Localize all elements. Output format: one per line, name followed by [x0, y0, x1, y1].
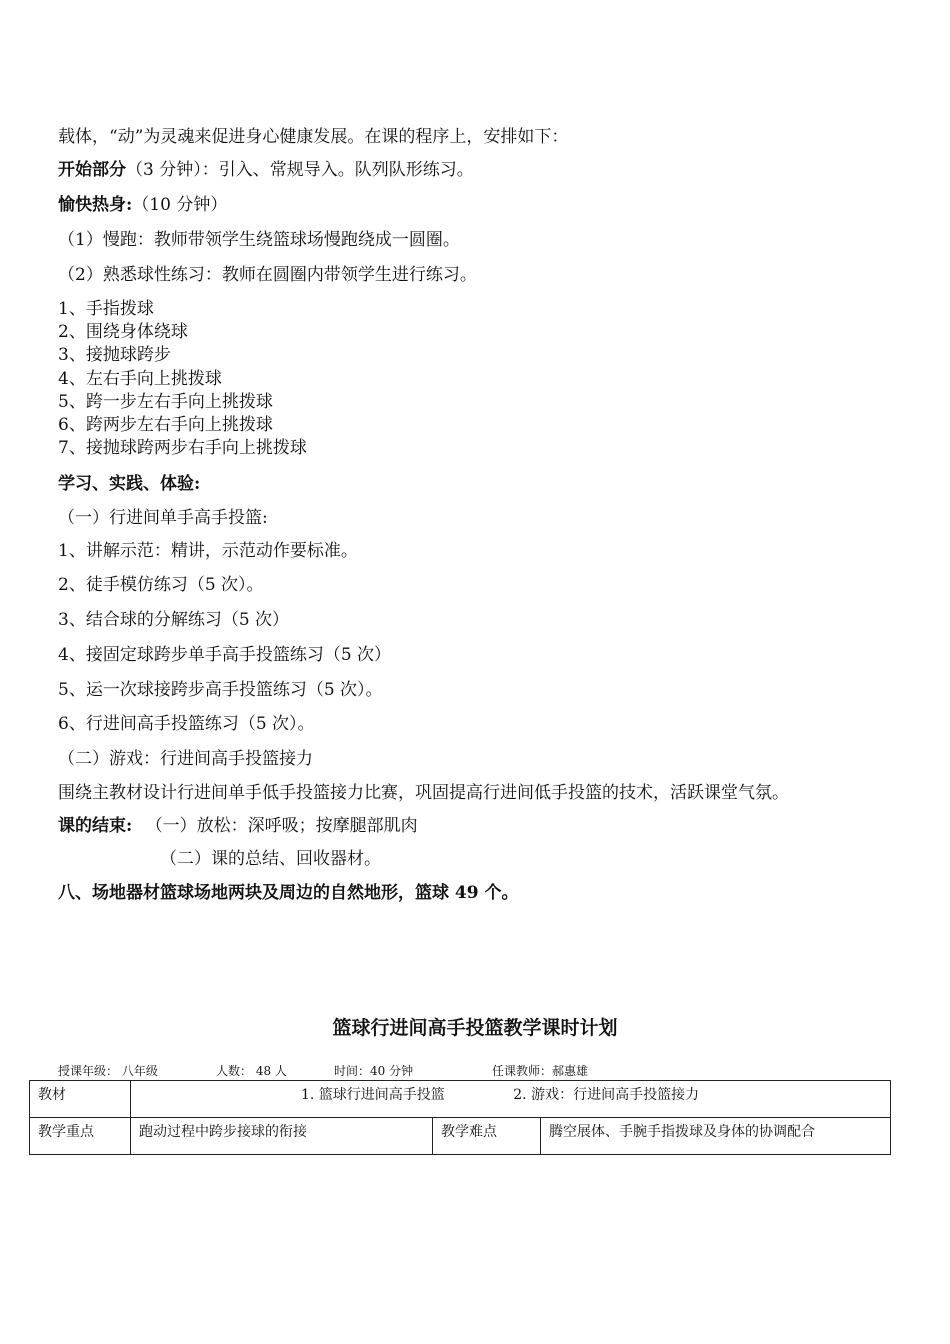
ball-drill-item: 2、围绕身体绕球	[58, 322, 188, 342]
material-item: 1. 篮球行进间高手投篮	[301, 1087, 445, 1103]
learn-heading: 学习、实践、体验:	[58, 474, 201, 494]
difficulty-text: 腾空展体、手腕手指拨球及身体的协调配合	[541, 1118, 891, 1155]
ball-drill-item: 5、跨一步左右手向上挑拨球	[58, 392, 273, 412]
warmup-item: （2）熟悉球性练习：教师在圆圈内带领学生进行练习。	[58, 265, 477, 285]
material-cell	[131, 1081, 891, 1118]
ball-drill-item: 3、接抛球跨步	[58, 345, 171, 365]
warmup-item: （1）慢跑：教师带领学生绕篮球场慢跑绕成一圆圈。	[58, 230, 460, 250]
game-subheading: （二）游戏：行进间高手投篮接力	[58, 749, 313, 769]
learn-step: 4、接固定球跨步单手高手投篮练习（5 次）	[58, 645, 392, 665]
start-label: 开始部分	[58, 160, 126, 180]
end-item: （二）课的总结、回收器材。	[160, 849, 381, 869]
table-row	[30, 1081, 891, 1118]
end-section	[58, 815, 418, 837]
ball-drill-item: 4、左右手向上挑拨球	[58, 369, 222, 389]
warmup-time: （10 分钟）	[132, 195, 228, 215]
end-label: 课的结束:	[58, 816, 133, 836]
learn-step: 3、结合球的分解练习（5 次）	[58, 610, 290, 630]
lesson-plan-table	[29, 1080, 891, 1155]
focus-label: 教学重点	[30, 1118, 131, 1155]
material-item: 2. 游戏：行进间高手投篮接力	[513, 1087, 700, 1103]
ball-drill-item: 6、跨两步左右手向上挑拨球	[58, 415, 273, 435]
intro-text: 载体，“动”为灵魂来促进身心健康发展。在课的程序上，安排如下：	[58, 127, 569, 147]
plan-teacher: 任课教师：郝惠雄	[492, 1064, 589, 1078]
plan-grade: 授课年级： 八年级	[58, 1064, 158, 1078]
ball-drill-item: 7、接抛球跨两步右手向上挑拨球	[58, 438, 307, 458]
equipment-heading: 八、场地器材篮球场地两块及周边的自然地形，篮球 49 个。	[58, 883, 519, 903]
ball-drill-item: 1、手指拨球	[58, 299, 154, 319]
table-row	[30, 1118, 891, 1155]
learn-step: 5、运一次球接跨步高手投篮练习（5 次）。	[58, 680, 383, 700]
plan-duration: 时间：40 分钟	[334, 1064, 414, 1078]
focus-text: 跑动过程中跨步接球的衔接	[131, 1118, 433, 1155]
difficulty-label: 教学难点	[433, 1118, 541, 1155]
learn-step: 1、讲解示范：精讲，示范动作要标准。	[58, 541, 358, 561]
plan-title: 篮球行进间高手投篮教学课时计划	[332, 1017, 618, 1039]
learn-subheading: （一）行进间单手高手投篮:	[58, 508, 268, 528]
game-description: 围绕主教材设计行进间单手低手投篮接力比赛，巩固提高行进间低手投篮的技术，活跃课堂气氛。	[58, 783, 789, 803]
start-text: （3 分钟）：引入、常规导入。队列队形练习。	[126, 160, 474, 180]
learn-step: 2、徒手模仿练习（5 次）。	[58, 575, 264, 595]
material-label: 教材	[30, 1081, 131, 1118]
warmup-label: 愉快热身:	[58, 195, 133, 215]
start-section	[58, 159, 474, 181]
learn-step: 6、行进间高手投篮练习（5 次）。	[58, 714, 315, 734]
end-item: （一）放松：深呼吸；按摩腿部肌肉	[145, 816, 418, 836]
plan-student-count: 人数： 48 人	[216, 1064, 287, 1078]
warmup-heading	[58, 194, 227, 216]
